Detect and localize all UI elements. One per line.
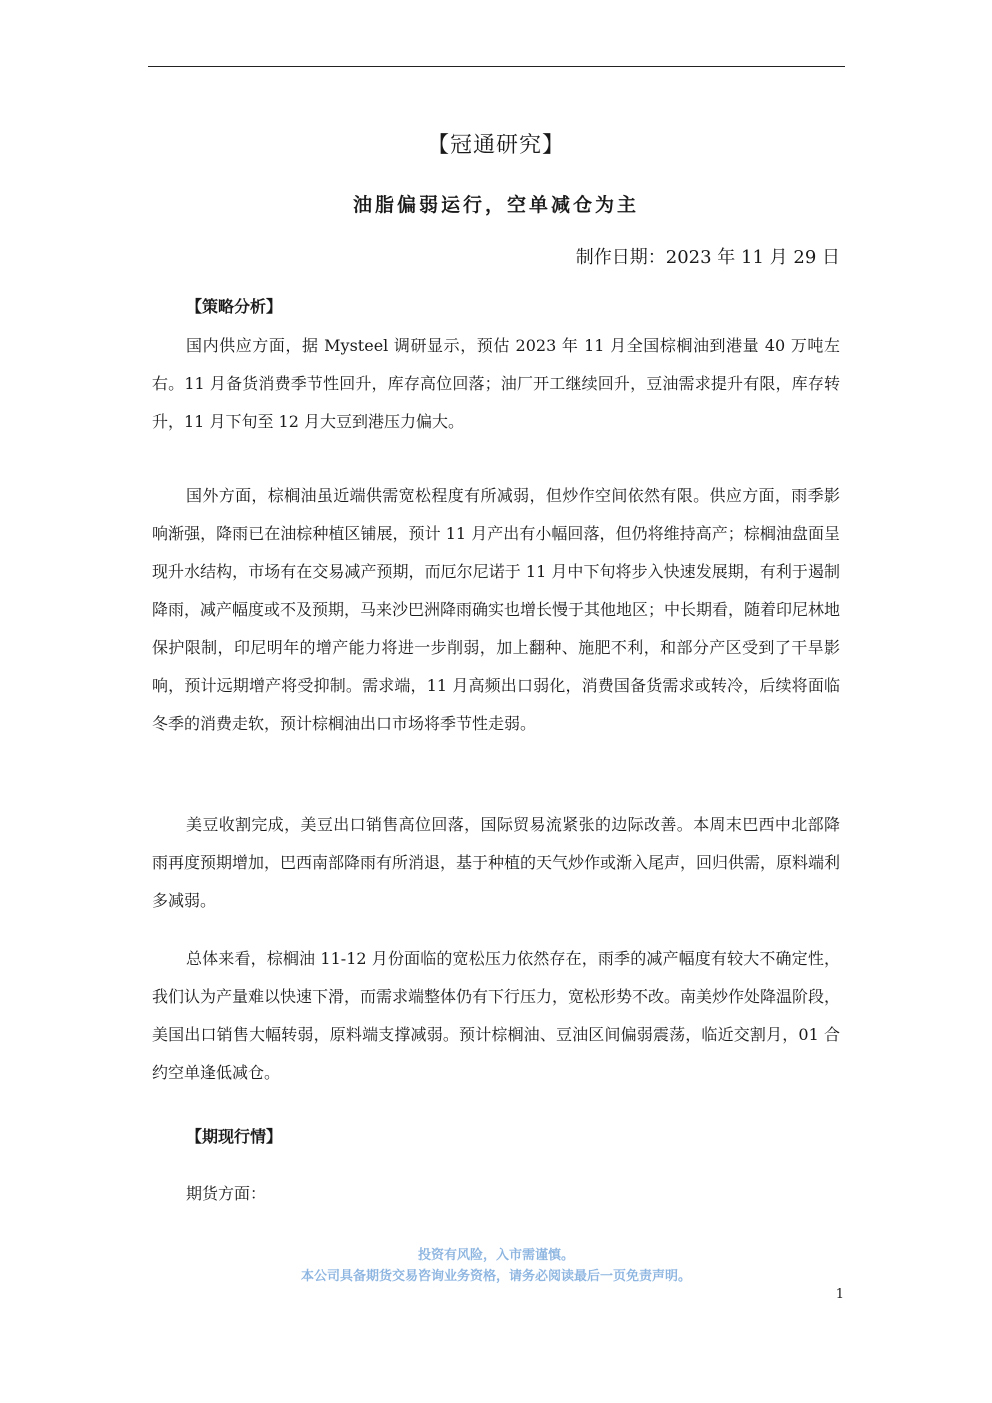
- page-number: 1: [835, 1287, 844, 1302]
- section-title-strategy: 【策略分析】: [186, 297, 283, 316]
- header-rule: [148, 66, 845, 67]
- strategy-paragraph-summary: 总体来看，棕榈油 11-12 月份面临的宽松压力依然存在，雨季的减产幅度有较大不确定性，我们认为产量难以快速下滑，而需求端整体仍有下行压力，宽松形势不改。南美炒作处降温阶段，美国出口销售大幅转弱，原料端支撑减弱。预计棕榈油、豆油区间偏弱震荡，临近交割月，01 合约空单逢低减仓。: [152, 949, 841, 1082]
- section-title-market: 【期现行情】: [186, 1127, 283, 1146]
- strategy-paragraph-overseas: 国外方面，棕榈油虽近端供需宽松程度有所减弱，但炒作空间依然有限。供应方面，雨季影响渐强，降雨已在油棕种植区铺展，预计 11 月产出有小幅回落，但仍将维持高产；棕榈油盘面呈现升水结构，市场有在交易减产预期，而厄尔尼诺于 11 月中下旬将步入快速发展期，有利于遏制降雨，减产幅度或不及预期，马来沙巴洲降雨确实也增长慢于其他地区；中长期看，随着印尼林地保护限制，印尼明年的增产能力将进一步削弱，加上翻种、施肥不利，和部分产区受到了干旱影响，预计远期增产将受抑制。需求端，11 月高频出口弱化，消费国备货需求或转冷，后续将面临冬季的消费走软，预计棕榈油出口市场将季节性走弱。: [152, 486, 841, 733]
- risk-disclaimer: 投资有风险，入市需谨慎。: [417, 1248, 574, 1263]
- report-brand-title: 【冠通研究】: [426, 133, 565, 158]
- report-headline: 油脂偏弱运行，空单减仓为主: [352, 194, 639, 216]
- qualification-disclaimer: 本公司具备期货交易咨询业务资格，请务必阅读最后一页免责声明。: [300, 1269, 691, 1284]
- futures-label: 期货方面：: [186, 1184, 267, 1203]
- strategy-paragraph-domestic: 国内供应方面，据 Mysteel 调研显示，预估 2023 年 11 月全国棕榈油到港量 40 万吨左右。11 月备货消费季节性回升，库存高位回落；油厂开工继续回升，豆油需求提升有限，库存转升，11 月下旬至 12 月大豆到港压力偏大。: [152, 336, 840, 431]
- report-date: 制作日期：2023 年 11 月 29 日: [575, 247, 840, 268]
- strategy-paragraph-us-soy: 美豆收割完成，美豆出口销售高位回落，国际贸易流紧张的边际改善。本周末巴西中北部降雨再度预期增加，巴西南部降雨有所消退，基于种植的天气炒作或渐入尾声，回归供需，原料端利多减弱。: [152, 815, 841, 910]
